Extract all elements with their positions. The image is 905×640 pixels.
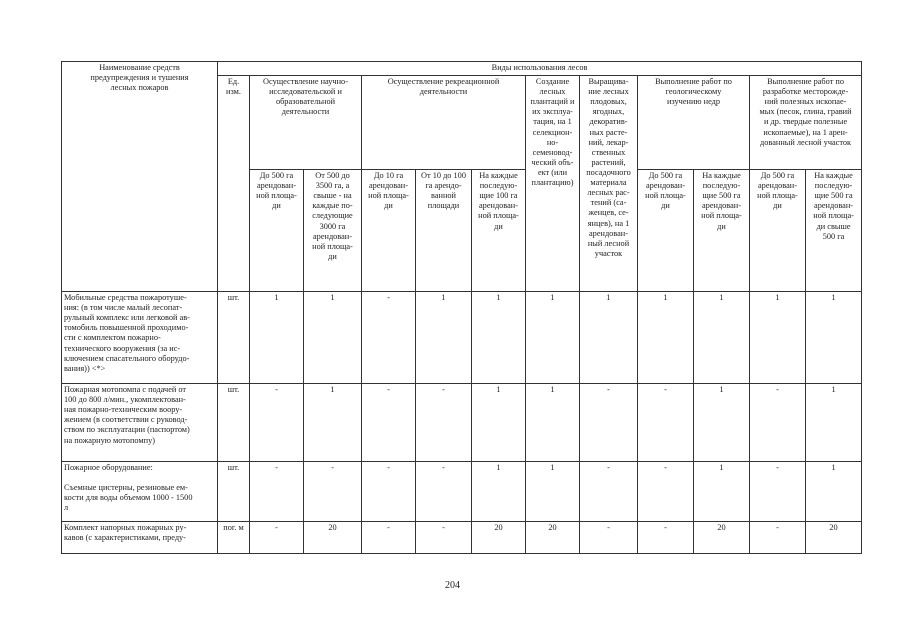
row-value: 1: [694, 462, 750, 522]
header-sub: От 500 до 3500 га, а свыше - на каждые по- следующие 3000 га арендован- ной площа- ди: [304, 170, 362, 292]
row-value: 1: [526, 384, 580, 462]
page-number: 204: [445, 580, 460, 591]
row-value: -: [250, 462, 304, 522]
row-value: -: [250, 384, 304, 462]
header-uses-title: Виды использования лесов: [218, 62, 862, 76]
table-row: [62, 292, 862, 384]
row-value: -: [638, 462, 694, 522]
table-row: [62, 462, 862, 522]
row-value: 20: [806, 522, 862, 554]
row-value: 1: [304, 292, 362, 384]
row-unit: шт.: [218, 292, 250, 384]
row-value: -: [416, 384, 472, 462]
row-name: Пожарное оборудование: Съемные цистерны, резиновые ем- кости для воды объемом 1000 - 1500 л: [62, 462, 218, 522]
row-value: 1: [638, 292, 694, 384]
row-unit: шт.: [218, 462, 250, 522]
row-value: -: [250, 522, 304, 554]
row-value: 1: [806, 292, 862, 384]
row-value: 1: [694, 292, 750, 384]
row-value: -: [580, 522, 638, 554]
row-value: -: [416, 522, 472, 554]
row-value: -: [638, 522, 694, 554]
header-sub: От 10 до 100 га арендо- ванной площади: [416, 170, 472, 292]
row-value: 1: [472, 384, 526, 462]
row-unit: пог. м: [218, 522, 250, 554]
fire-equipment-table: [61, 61, 862, 554]
header-unit: Ед. изм.: [218, 76, 250, 292]
row-value: 1: [750, 292, 806, 384]
row-value: 20: [304, 522, 362, 554]
row-value: -: [362, 384, 416, 462]
row-value: -: [750, 522, 806, 554]
row-value: 1: [472, 292, 526, 384]
row-value: 20: [694, 522, 750, 554]
header-group-cultivation: Выращива- ние лесных плодовых, ягодных, декоратив- ных расте- ний, лекар- ственных растений, посадочного материала лесных рас- тений (са- женцев, се- янцев), на 1 арендован- ный лесной участок: [580, 76, 638, 292]
table-row: [62, 522, 862, 554]
row-value: 1: [580, 292, 638, 384]
row-value: -: [416, 462, 472, 522]
row-value: -: [304, 462, 362, 522]
header-sub: На каждые последую- щие 100 га арендован- ной площа- ди: [472, 170, 526, 292]
row-name: Комплект напорных пожарных ру- кавов (с характеристиками, преду-: [62, 522, 218, 554]
row-value: -: [750, 462, 806, 522]
row-value: -: [750, 384, 806, 462]
row-value: -: [580, 384, 638, 462]
row-value: 1: [304, 384, 362, 462]
row-value: 20: [526, 522, 580, 554]
row-value: -: [362, 522, 416, 554]
row-value: 1: [250, 292, 304, 384]
row-value: 1: [472, 462, 526, 522]
row-value: 1: [806, 384, 862, 462]
header-name-column: Наименование средств предупреждения и тушения лесных пожаров: [62, 62, 218, 292]
header-sub: До 500 га арендован- ной площа- ди: [638, 170, 694, 292]
row-value: -: [362, 292, 416, 384]
header-sub: На каждые последую- щие 500 га арендован- ной площа- ди: [694, 170, 750, 292]
row-value: -: [362, 462, 416, 522]
row-name: Мобильные средства пожаротуше- ния: (в том числе малый лесопат- рульный комплекс или легковой ав- томобиль повышенной проходимо- сти с комплектом пожарно- технического вооружения (за ис- ключением спасательного оборудо- вания)) <*>: [62, 292, 218, 384]
row-value: 1: [526, 462, 580, 522]
table-row: [62, 384, 862, 462]
row-value: -: [638, 384, 694, 462]
row-value: 20: [472, 522, 526, 554]
header-group-geology: Выполнение работ по геологическому изучению недр: [638, 76, 750, 170]
header-sub: На каждые последую- щие 500 га арендован- ной площа- ди свыше 500 га: [806, 170, 862, 292]
header-group-recreation: Осуществление рекреационной деятельности: [362, 76, 526, 170]
row-value: 1: [416, 292, 472, 384]
row-value: 1: [806, 462, 862, 522]
header-sub: До 500 га арендован- ной площа- ди: [250, 170, 304, 292]
header-sub: До 500 га арендован- ной площа- ди: [750, 170, 806, 292]
row-unit: шт.: [218, 384, 250, 462]
header-group-research: Осуществление научно- исследовательской и образовательной деятельности: [250, 76, 362, 170]
header-group-mining: Выполнение работ по разработке месторожде- ний полезных ископае- мых (песок, глина, гравий и др. твердые полезные ископаемые), на 1 арен- дованный лесной участок: [750, 76, 862, 170]
row-value: 1: [526, 292, 580, 384]
row-value: -: [580, 462, 638, 522]
header-sub: До 10 га арендован- ной площа- ди: [362, 170, 416, 292]
row-value: 1: [694, 384, 750, 462]
row-name: Пожарная мотопомпа с подачей от 100 до 800 л/мин., укомплектован- ная пожарно-техническим воору- жением (в соответствии с руковод- ством по эксплуатации (паспортом) на пожарную мотопомпу): [62, 384, 218, 462]
header-group-plantations: Создание лесных плантаций и их эксплуа- тация, на 1 селекцион- но- семеновод- ческий объ- ект (или плантацию): [526, 76, 580, 292]
